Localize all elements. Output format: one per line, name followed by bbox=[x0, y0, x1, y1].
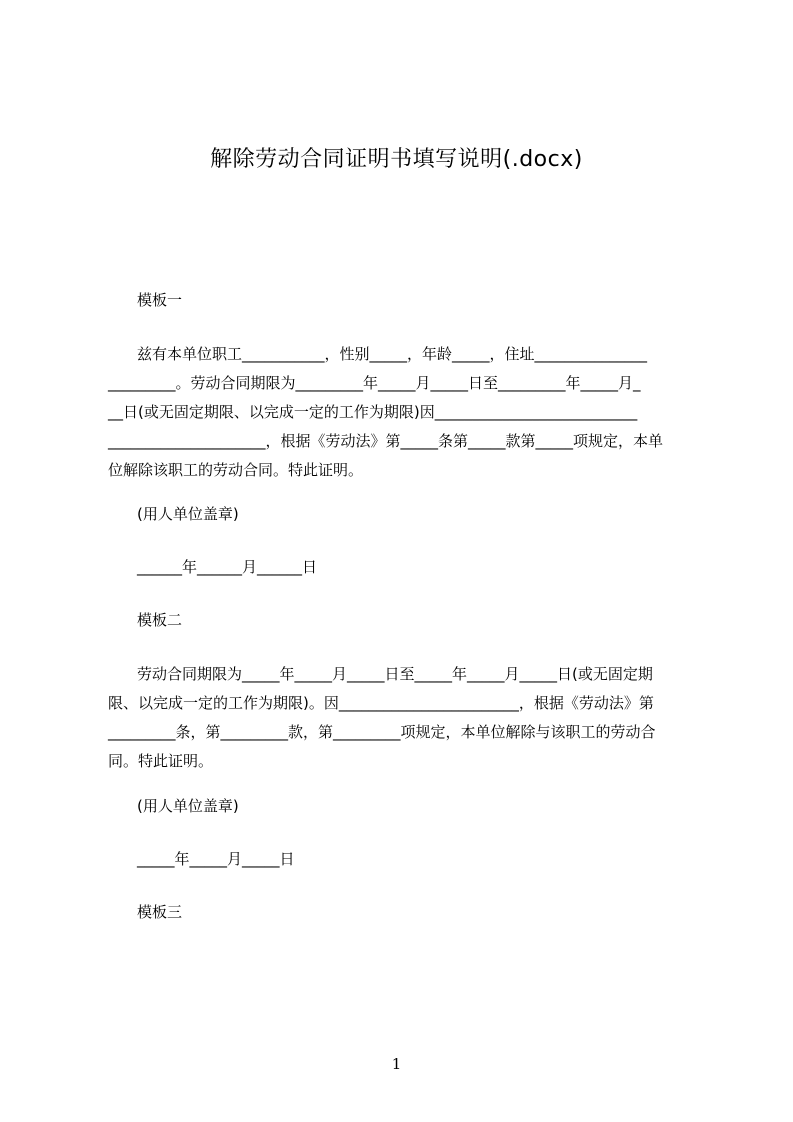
template2-date: _____年_____月_____日 bbox=[137, 850, 295, 868]
template1-body bbox=[108, 340, 700, 485]
template2-line: 同。特此证明。 bbox=[108, 752, 214, 770]
template2-seal: (用人单位盖章) bbox=[137, 797, 239, 815]
template1-heading: 模板一 bbox=[137, 291, 183, 309]
document-title: 解除劳动合同证明书填写说明(.docx) bbox=[210, 147, 583, 172]
template1-seal: (用人单位盖章) bbox=[137, 505, 239, 523]
template2-line: 劳动合同期限为_____年_____月_____日至_____年_____月_____日(或无固定期 bbox=[137, 665, 653, 683]
template1-date: ______年______月______日 bbox=[137, 558, 318, 576]
template1-line: _____________________，根据《劳动法》第_____条第_____款第_____项规定，本单 bbox=[108, 432, 664, 450]
template2-heading: 模板二 bbox=[137, 611, 183, 629]
page-number: 1 bbox=[391, 1055, 402, 1073]
template3-heading: 模板三 bbox=[137, 903, 183, 921]
template1-line: 位解除该职工的劳动合同。特此证明。 bbox=[108, 461, 364, 479]
template1-line: _________。劳动合同期限为_________年_____月_____日至_________年_____月_ bbox=[108, 374, 641, 392]
template1-line: 兹有本单位职工___________，性别_____，年龄_____，住址_______________ bbox=[137, 345, 648, 363]
template1-line: __日(或无固定期限、以完成一定的工作为期限)因___________________________ bbox=[108, 403, 638, 421]
template2-body bbox=[108, 660, 700, 776]
template2-line: _________条，第_________款，第_________项规定，本单位解除与该职工的劳动合 bbox=[108, 723, 656, 741]
template2-line: 限、以完成一定的工作为期限)。因________________________，根据《劳动法》第 bbox=[108, 694, 654, 712]
